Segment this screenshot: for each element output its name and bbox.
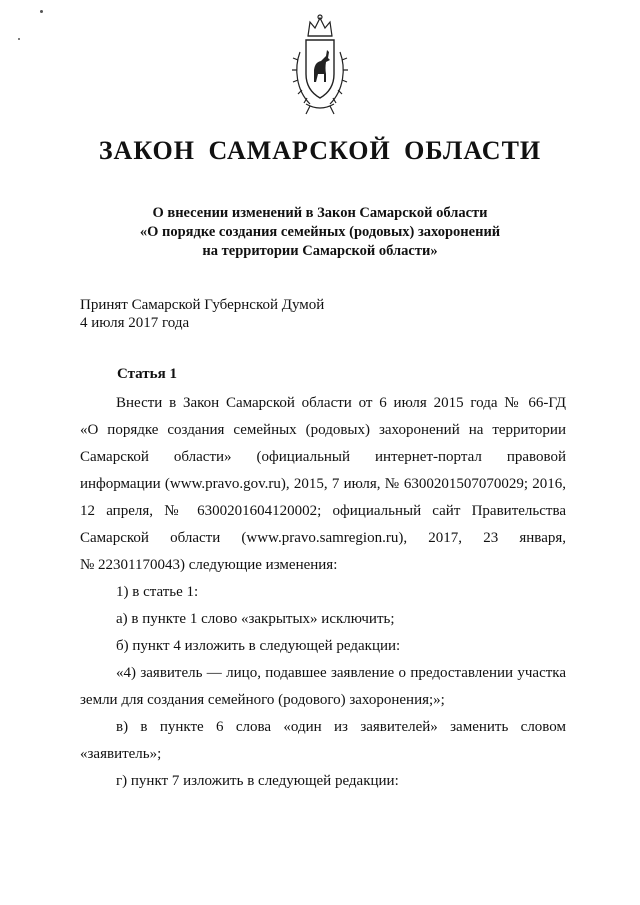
body-line: информации (www.pravo.gov.ru), 2015, 7 июля, № 6300201507070029; 2016, bbox=[80, 476, 566, 492]
list-item: г) пункт 7 изложить в следующей редакции: bbox=[116, 773, 399, 789]
subtitle-line: «О порядке создания семейных (родовых) захоронений bbox=[139, 224, 501, 240]
body-line: Самарской области (www.pravo.samregion.ru), 2017, 23 января, bbox=[80, 530, 566, 546]
law-subtitle bbox=[90, 204, 550, 261]
body-line: «О порядке создания семейных (родовых) захоронений на территории bbox=[80, 422, 566, 438]
body-line: № 22301170043) следующие изменения: bbox=[80, 557, 338, 573]
list-item: а) в пункте 1 слово «закрытых» исключить; bbox=[116, 611, 395, 627]
body-line: «заявитель»; bbox=[80, 746, 162, 762]
article-heading: Статья 1 bbox=[117, 366, 177, 382]
body-line: земли для создания семейного (родового) захоронения;»; bbox=[80, 692, 445, 708]
list-item: в) в пункте 6 слова «один из заявителей» заменить словом bbox=[116, 719, 566, 735]
list-item: «4) заявитель — лицо, подавшее заявление о предоставлении участка bbox=[116, 665, 566, 681]
coat-of-arms-emblem bbox=[288, 12, 352, 116]
subtitle-line: на территории Самарской области» bbox=[202, 243, 438, 259]
adoption-line: Принят Самарской Губернской Думой bbox=[80, 297, 325, 313]
body-line: 12 апреля, № 6300201604120002; официальный сайт Правительства bbox=[80, 503, 566, 519]
list-item: б) пункт 4 изложить в следующей редакции: bbox=[116, 638, 401, 654]
law-title: ЗАКОН САМАРСКОЙ ОБЛАСТИ bbox=[98, 136, 542, 165]
body-line: Самарской области» (официальный интернет-портал правовой bbox=[80, 449, 566, 465]
scan-speck bbox=[40, 10, 43, 13]
adoption-note bbox=[80, 296, 324, 332]
list-item: 1) в статье 1: bbox=[116, 584, 199, 600]
article-body bbox=[80, 390, 566, 795]
scan-speck bbox=[18, 38, 20, 40]
subtitle-line: О внесении изменений в Закон Самарской области bbox=[152, 205, 488, 221]
adoption-date: 4 июля 2017 года bbox=[80, 315, 190, 331]
body-line: Внести в Закон Самарской области от 6 июля 2015 года № 66-ГД bbox=[116, 395, 566, 411]
